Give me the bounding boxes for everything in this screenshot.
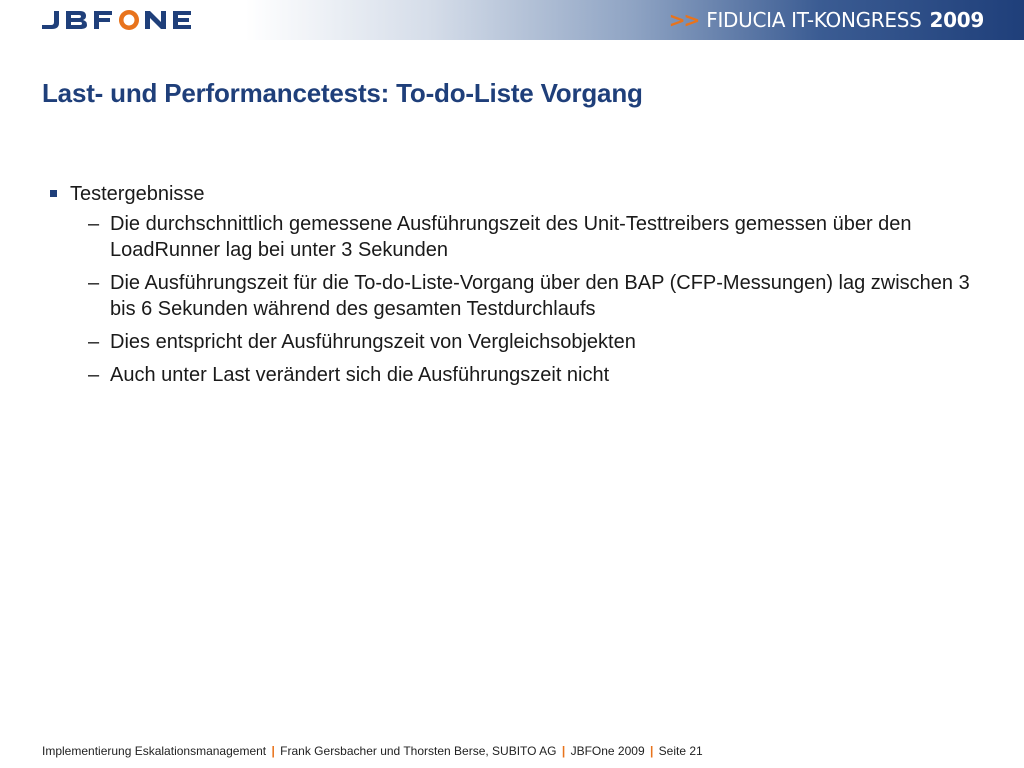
slide-content <box>50 181 990 395</box>
sub-item <box>50 362 990 388</box>
square-bullet-icon <box>50 190 57 197</box>
footer-separator: | <box>649 744 654 758</box>
footer-page-number: Seite 21 <box>658 744 703 758</box>
sub-item-text: Auch unter Last verändert sich die Ausführungszeit nicht <box>110 364 610 386</box>
sub-list <box>50 211 990 388</box>
sub-item <box>50 211 990 263</box>
congress-arrows: >> <box>668 8 699 32</box>
bullet-text: Testergebnisse <box>70 183 205 205</box>
congress-year: 2009 <box>929 8 984 32</box>
footer-topic: Implementierung Eskalationsmanagement <box>42 744 267 758</box>
footer-event: JBFOne 2009 <box>570 744 645 758</box>
dash-bullet: – <box>88 364 100 386</box>
sub-item-text: Die Ausführungszeit für die To-do-Liste-Vorgang über den BAP (CFP-Messungen) lag zwischen 3 bis 6 Sekunden während des gesamten Testdurchlaufs <box>110 272 970 320</box>
bullet-item <box>50 181 990 207</box>
dash-bullet: – <box>88 213 100 235</box>
footer-authors: Frank Gersbacher und Thorsten Berse, SUBITO AG <box>280 744 557 758</box>
congress-name: FIDUCIA IT-KONGRESS <box>706 8 922 32</box>
dash-bullet: – <box>88 331 100 353</box>
sub-item-text: Die durchschnittlich gemessene Ausführungszeit des Unit-Testtreibers gemessen über den LoadRunner lag bei unter 3 Sekunden <box>110 213 912 261</box>
sub-item-text: Dies entspricht der Ausführungszeit von Vergleichsobjekten <box>110 331 636 353</box>
dash-bullet: – <box>88 272 100 294</box>
jbfone-logo-graphic <box>40 9 210 31</box>
header-bar <box>0 0 1024 40</box>
congress-banner <box>669 7 984 33</box>
footer-separator: | <box>561 744 566 758</box>
footer <box>42 744 1002 758</box>
footer-separator: | <box>271 744 275 758</box>
page-title: Last- und Performancetests: To-do-Liste Vorgang <box>42 78 643 108</box>
sub-item <box>50 270 990 322</box>
sub-item <box>50 329 990 355</box>
jbfone-logo <box>40 4 210 36</box>
